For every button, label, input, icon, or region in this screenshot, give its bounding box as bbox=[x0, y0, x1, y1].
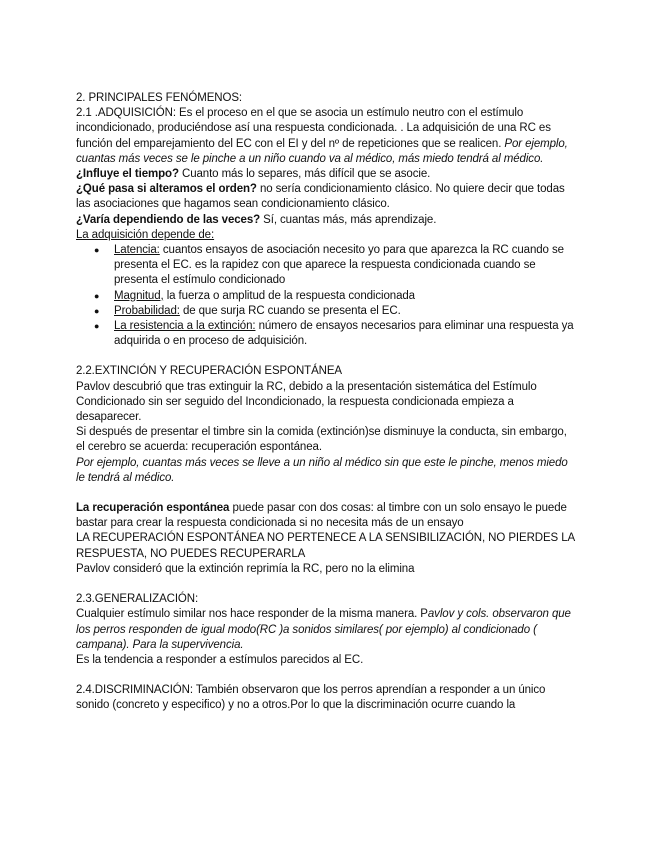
question-tiempo-answer: Cuanto más lo separes, más difícil que se asocie. bbox=[178, 168, 431, 181]
adquisicion-depends-heading: La adquisición depende de: bbox=[76, 228, 215, 241]
section-heading-principales: 2. PRINCIPALES FENÓMENOS: bbox=[76, 92, 242, 104]
adquisicion-factors-list bbox=[76, 243, 576, 349]
recuperacion-bold: La recuperación espontánea bbox=[76, 502, 230, 515]
spacer bbox=[76, 668, 576, 683]
list-item-label: Magnitud, bbox=[114, 289, 164, 302]
document-page bbox=[76, 91, 576, 714]
question-veces-bold: ¿Varía dependiendo de las veces? bbox=[76, 213, 261, 226]
spacer bbox=[76, 577, 576, 592]
list-item-probabilidad bbox=[114, 304, 576, 319]
list-item-latencia bbox=[114, 243, 576, 289]
paragraph-pavlov-extincion: Pavlov consideró que la extinción reprimía la RC, pero no la elimina bbox=[76, 562, 415, 575]
question-tiempo-bold: ¿Influye el tiempo? bbox=[76, 168, 179, 181]
section-heading-extincion: 2.2.EXTINCIÓN Y RECUPERACIÓN ESPONTÁNEA bbox=[76, 365, 342, 378]
generalizacion-text: Cualquier estímulo similar nos hace responder de la misma manera. P bbox=[76, 608, 428, 621]
list-item-text: número de ensayos necesarios para eliminar una respuesta ya adquirida o en proceso de adquisición. bbox=[114, 320, 574, 348]
question-veces bbox=[76, 213, 576, 228]
question-orden-bold: ¿Qué pasa si alteramos el orden? bbox=[76, 183, 257, 196]
section-heading-generalizacion: 2.3.GENERALIZACIÓN: bbox=[76, 593, 199, 606]
list-item-text: la fuerza o amplitud de la respuesta condicionada bbox=[163, 289, 415, 302]
question-orden-answer: no sería condicionamiento clásico. No quiere decir que todas las asociaciones que hagamos sean condicionamiento clásico. bbox=[76, 183, 565, 211]
list-item-label: Probabilidad: bbox=[114, 304, 180, 317]
paragraph-recuperacion-caps: LA RECUPERACIÓN ESPONTÁNEA NO PERTENECE A LA SENSIBILIZACIÓN, NO PIERDES LA RESPUESTA, NO PUEDES RECUPERARLA bbox=[76, 532, 575, 560]
adquisicion-example: Por ejemplo, cuantas más veces se le pinche a un niño cuando va al médico, más miedo tendrá al médico. bbox=[76, 137, 568, 165]
paragraph-generalizacion-1 bbox=[76, 607, 576, 653]
recuperacion-text: puede pasar con dos cosas: al timbre con un solo ensayo le puede bastar para crear la respuesta condicionada si no necesita más de un ensayo bbox=[76, 502, 567, 530]
paragraph-extincion-2: Si después de presentar el timbre sin la comida (extinción)se disminuye la conducta, sin embargo, el cerebro se acuerda: recuperación espontánea. bbox=[76, 426, 567, 454]
list-item-text: de que surja RC cuando se presenta el EC. bbox=[179, 304, 401, 317]
spacer bbox=[76, 486, 576, 501]
paragraph-extincion-example: Por ejemplo, cuantas más veces se lleve a un niño al médico sin que este le pinche, menos miedo le tendrá al médico. bbox=[76, 456, 568, 484]
paragraph-adquisicion bbox=[76, 106, 576, 167]
paragraph-discriminacion: 2.4.DISCRIMINACIÓN: También observaron que los perros aprendían a responder a un único sonido (concreto y especifico) y no a otros.Por lo que la discriminación ocurre cuando la bbox=[76, 684, 546, 712]
paragraph-recuperacion bbox=[76, 501, 576, 531]
paragraph-extincion-1: Pavlov descubrió que tras extinguir la RC, debido a la presentación sistemática del Estímulo Condicionado sin ser seguido del Incondicionado, la respuesta condicionada empieza a desaparecer. bbox=[76, 380, 537, 424]
list-item-label: Latencia: bbox=[114, 244, 160, 257]
list-item-magnitud bbox=[114, 289, 576, 304]
generalizacion-italic: avlov y cols. observaron que los perros responden de igual modo(RC )a sonidos similares( por ejemplo) al condicionado ( campana). Para la supervivencia. bbox=[76, 608, 571, 651]
question-tiempo bbox=[76, 167, 576, 182]
paragraph-generalizacion-2: Es la tendencia a responder a estímulos parecidos al EC. bbox=[76, 653, 364, 666]
question-veces-answer: Sí, cuantas más, más aprendizaje. bbox=[260, 213, 437, 226]
spacer bbox=[76, 349, 576, 364]
question-orden bbox=[76, 182, 576, 212]
list-item-resistencia bbox=[114, 319, 576, 349]
adquisicion-text: 2.1 .ADQUISICIÓN: Es el proceso en el que se asocia un estímulo neutro con el estímulo incondicionado, produciéndose así una respuesta condicionada. . La adquisición de una RC es función del emparejamiento del EC con el EI y del nº de repeticiones que se realicen. bbox=[76, 107, 551, 150]
list-item-label: La resistencia a la extinción: bbox=[114, 320, 256, 333]
list-item-text: cuantos ensayos de asociación necesito yo para que aparezca la RC cuando se presenta el EC. es la rapidez con que aparece la respuesta condicionada cuando se presenta el estímulo condicionado bbox=[114, 244, 564, 287]
